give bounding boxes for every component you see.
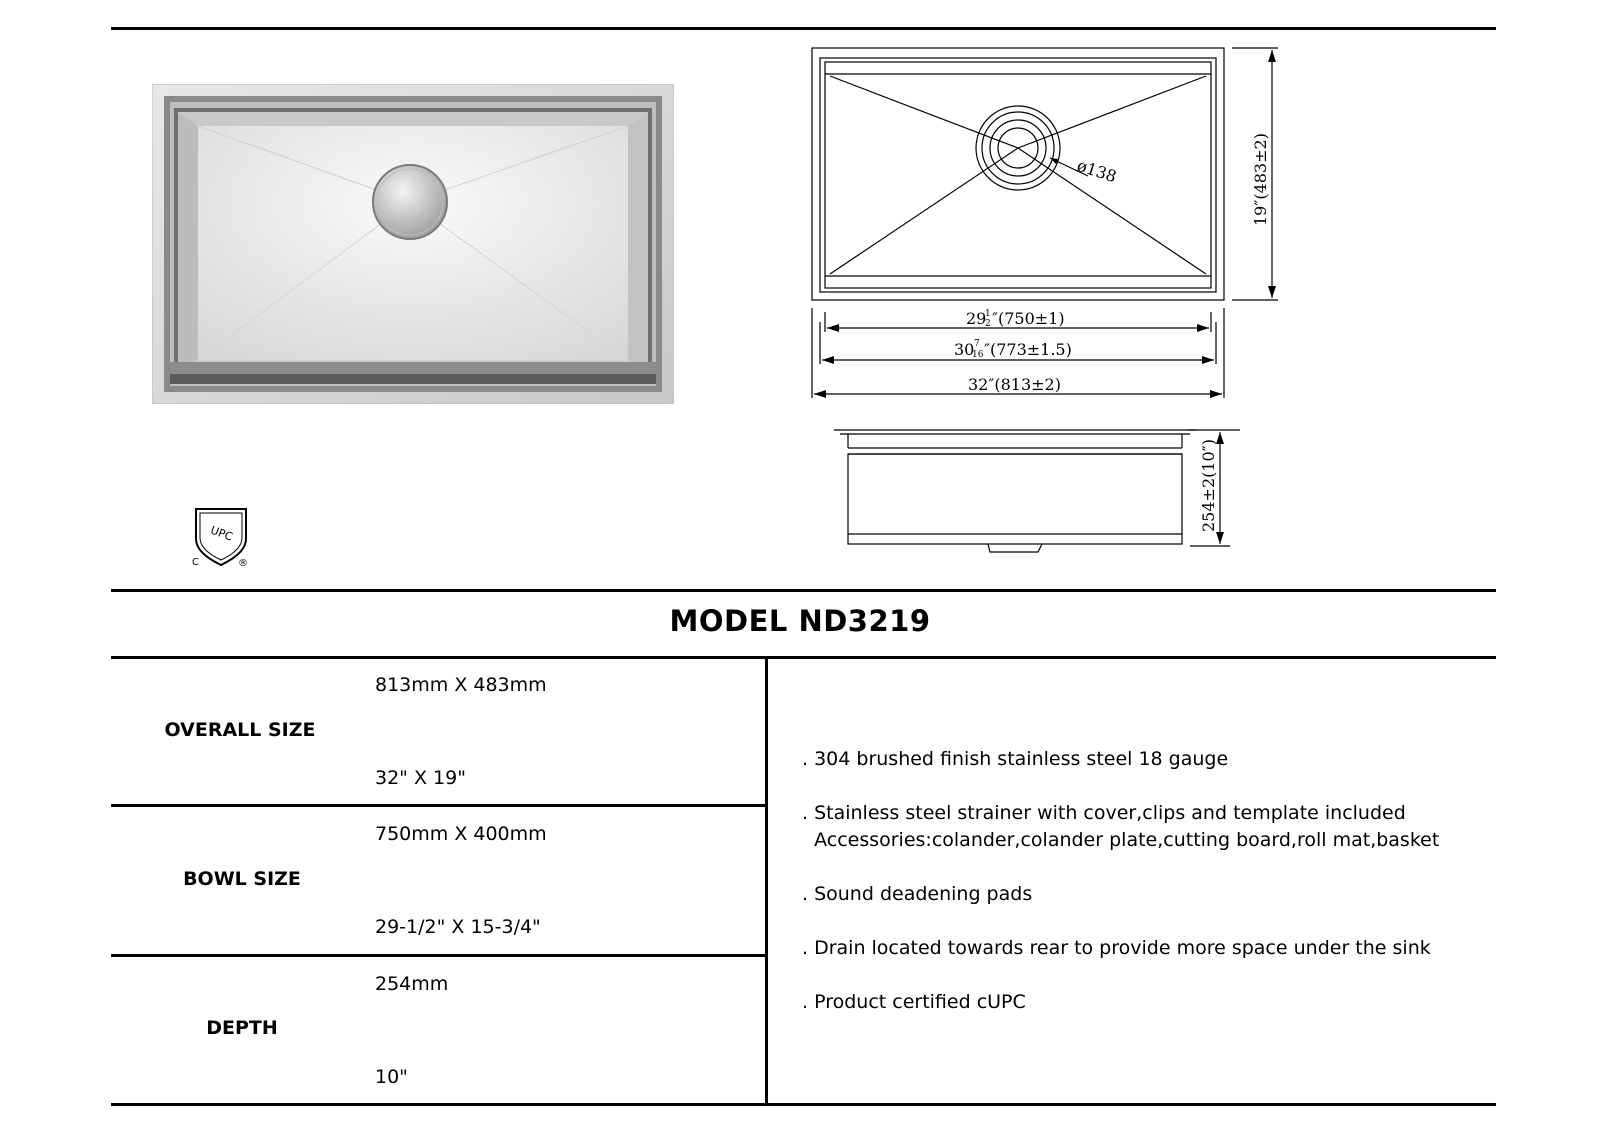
row-rule xyxy=(111,954,767,957)
model-title: MODEL ND3219 xyxy=(669,604,931,638)
bowl-size-imperial: 29-1/2" X 15-3/4" xyxy=(375,916,541,938)
bowl-size-metric: 750mm X 400mm xyxy=(375,823,547,845)
width-bowl-rest: ″(750±1) xyxy=(992,309,1065,328)
registered-mark: ® xyxy=(238,558,248,569)
feature-item: . 304 brushed finish stainless steel 18 gauge xyxy=(802,748,1229,770)
width-mid-num: 7 xyxy=(974,339,980,349)
depth-label: DEPTH xyxy=(206,1017,278,1039)
depth-imperial: 10" xyxy=(375,1066,408,1088)
feature-item: . Sound deadening pads xyxy=(802,883,1033,905)
bowl-size-label: BOWL SIZE xyxy=(183,868,301,890)
cupc-shield-icon xyxy=(190,505,252,569)
depth-metric: 254mm xyxy=(375,973,449,995)
bottom-rule xyxy=(111,1103,1496,1106)
drain-diameter-label: ø138 xyxy=(1074,155,1119,187)
overall-size-label: OVERALL SIZE xyxy=(164,719,316,741)
width-overall-label: 32″(813±2) xyxy=(968,375,1061,394)
depth-dimension-label: 254±2(10″) xyxy=(1199,439,1218,532)
width-mid-den: 16 xyxy=(972,350,984,360)
width-bowl-whole: 29 xyxy=(966,309,987,328)
section-rule xyxy=(111,589,1496,592)
width-bowl-den: 2 xyxy=(985,319,991,329)
top-view-drawing xyxy=(800,40,1300,410)
height-overall-label: 19″(483±2) xyxy=(1251,133,1270,226)
overall-size-metric: 813mm X 483mm xyxy=(375,674,547,696)
row-rule xyxy=(111,804,767,807)
sink-photo xyxy=(152,84,674,404)
feature-item: . Stainless steel strainer with cover,clips and template included Accessories:colander,colander plate,cutting board,roll mat,basket xyxy=(802,802,1440,851)
width-mid-whole: 30 xyxy=(954,340,975,359)
width-bowl-num: 1 xyxy=(985,309,991,319)
feature-item: . Drain located towards rear to provide more space under the sink xyxy=(802,937,1431,959)
table-divider xyxy=(765,658,768,1105)
upc-text: UPC xyxy=(208,523,235,544)
side-view-drawing xyxy=(830,424,1250,560)
width-mid-rest: ″(773±1.5) xyxy=(984,340,1072,359)
table-top-rule xyxy=(111,656,1496,659)
feature-item: . Product certified cUPC xyxy=(802,991,1026,1013)
c-mark: C xyxy=(192,557,199,568)
overall-size-imperial: 32" X 19" xyxy=(375,767,466,789)
top-rule xyxy=(111,27,1496,30)
